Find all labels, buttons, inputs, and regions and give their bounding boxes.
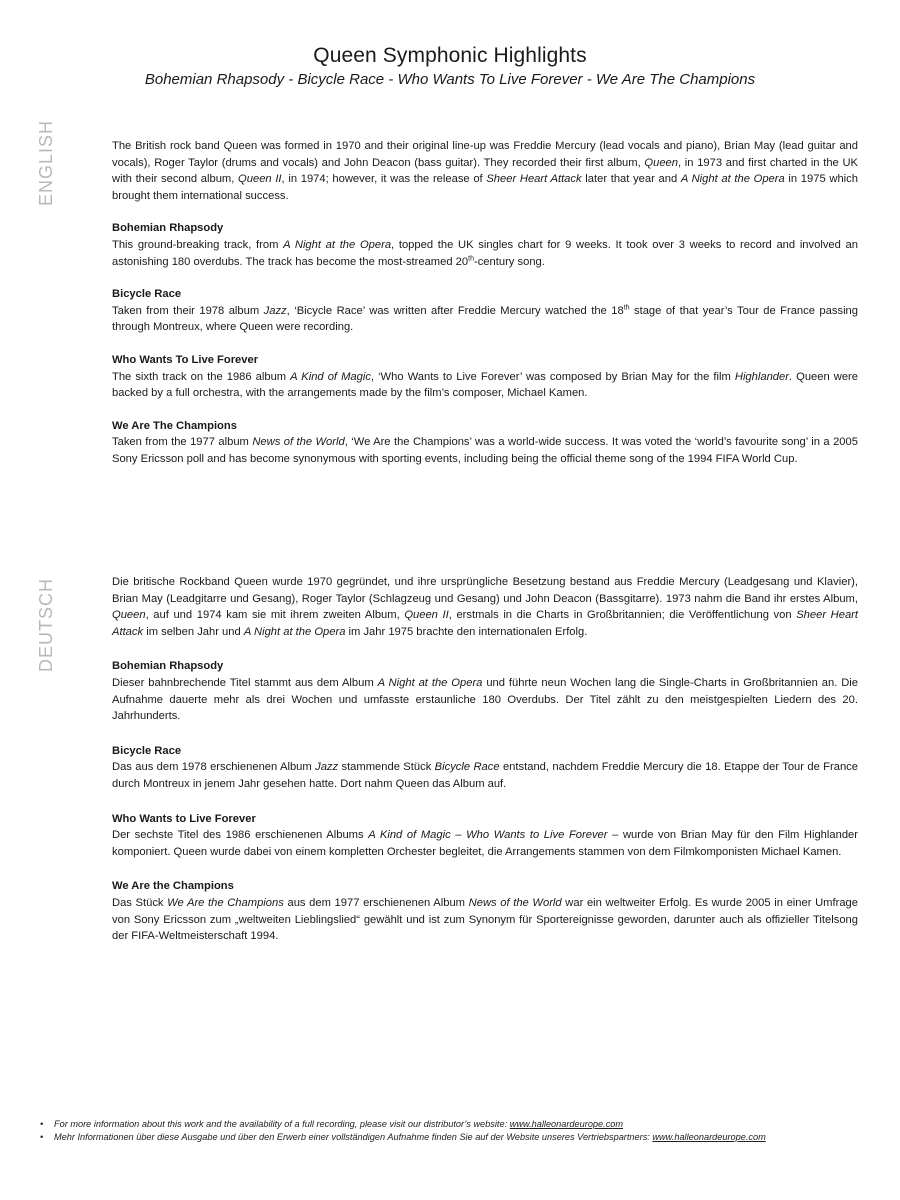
deutsch-heading-forever: Who Wants to Live Forever <box>112 812 256 825</box>
english-text-bicycle: Taken from their 1978 album Jazz, ‘Bicycle Race’ was written after Freddie Mercury watched the 18th stage of that year’s Tour de France passing through Montreux, where Queen were recording. <box>112 304 858 334</box>
english-text-champions: Taken from the 1977 album News of the World, ‘We Are the Champions’ was a world-wide success. It was voted the ‘world’s favourite song’ in a 2005 Sony Ericsson poll and has become synonymous with sporting events, including being the official theme song of the 1994 FIFA World Cup. <box>112 436 858 465</box>
footer-notes <box>40 1118 860 1144</box>
page-title: Queen Symphonic Highlights <box>313 44 587 67</box>
side-label-english: ENGLISH <box>36 119 56 206</box>
english-section <box>112 138 858 484</box>
bullet-icon: • <box>40 1119 44 1129</box>
footer-note-deutsch <box>40 1131 860 1144</box>
english-heading-bohemian: Bohemian Rhapsody <box>112 222 224 235</box>
english-intro: The British rock band Queen was formed in 1970 and their original line-up was Freddie Mercury (lead vocals and piano), Brian May (lead guitar and vocals), Roger Taylor (drums and vocals) and John Deacon (bass guitar). They recorded their first album, Queen, in 1973 and first charted in the UK with their second album, Queen II, in 1974; however, it was the release of Sheer Heart Attack later that year and A Night at the Opera in 1975 which brought them international success. <box>112 140 858 202</box>
english-heading-bicycle: Bicycle Race <box>112 288 182 301</box>
english-text-forever: The sixth track on the 1986 album A Kind of Magic, ‘Who Wants to Live Forever’ was composed by Brian May for the film Highlander. Queen were backed by a full orchestra, with the arrangements made by the film’s composer, Michael Kamen. <box>112 370 858 400</box>
deutsch-heading-bicycle: Bicycle Race <box>112 744 182 757</box>
distributor-link-english[interactable]: www.halleonardeurope.com <box>509 1119 624 1129</box>
deutsch-heading-champions: We Are the Champions <box>112 880 234 893</box>
deutsch-intro: Die britische Rockband Queen wurde 1970 gegründet, und ihre ursprüngliche Besetzung bestand aus Freddie Mercury (Leadgesang und Klavier), Brian May (Leadgitarre und Gesang), Roger Taylor (Schlagzeug und Gesang) und John Deacon (Bassgitarre). 1973 nahm die Band ihr erstes Album, Queen, auf und 1974 kam sie mit ihrem zweiten Album, Queen II, erstmals in die Charts in Großbritannien; die Veröffentlichung von Sheer Heart Attack im selben Jahr und A Night at the Opera im Jahr 1975 brachte den internationalen Erfolg. <box>112 576 859 638</box>
side-label-deutsch: DEUTSCH <box>36 577 56 672</box>
deutsch-text-forever: Der sechste Titel des 1986 erschienenen Albums A Kind of Magic – Who Wants to Live Forever – wurde von Brian May für den Film Highlander komponiert. Queen wurde dabei von einem kompletten Orchester begleitet, die Arrangements stammen von dem Filmkomponisten Michael Kamen. <box>112 829 858 858</box>
bullet-icon: • <box>40 1131 44 1142</box>
english-text-bohemian: This ground-breaking track, from A Night at the Opera, topped the UK singles chart for 9 weeks. It took over 3 weeks to record and involved an astonishing 180 overdubs. The track has become the most-streamed 20th-century song. <box>112 238 858 268</box>
footer-note-english-text: For more information about this work and the availability of a full recording, please visit our distributor’s website: <box>54 1119 510 1129</box>
deutsch-text-bicycle: Das aus dem 1978 erschienenen Album Jazz stammende Stück Bicycle Race entstand, nachdem Freddie Mercury die 18. Etappe der Tour de France durch Montreux in jenem Jahr gesehen hatte. Dort nahm Queen das Album auf. <box>112 761 858 790</box>
page-subtitle: Bohemian Rhapsody - Bicycle Race - Who Wants To Live Forever - We Are The Champions <box>144 71 756 88</box>
deutsch-text-champions: Das Stück We Are the Champions aus dem 1977 erschienenen Album News of the World war ein weltweiter Erfolg. Es wurde 2005 in einer Umfrage von Sony Ericsson zum „weltweiten Lieblingslied“ gewählt und ist zum Synonym für Sportereignisse geworden, darunter auch als offizieller Titelsong der FIFA-Weltmeisterschaft 1994. <box>112 896 858 943</box>
distributor-link-deutsch[interactable]: www.halleonardeurope.com <box>652 1131 766 1142</box>
english-heading-forever: Who Wants To Live Forever <box>112 353 259 366</box>
footer-note-deutsch-text: Mehr Informationen über diese Ausgabe und über den Erwerb einer vollständigen Aufnahme finden Sie auf der Website unseres Vertriebspartners: <box>54 1131 653 1142</box>
page-header <box>0 44 900 88</box>
english-heading-champions: We Are The Champions <box>112 419 237 432</box>
deutsch-text-bohemian: Dieser bahnbrechende Titel stammt aus dem Album A Night at the Opera und führte neun Wochen lang die Single-Charts in Großbritannien an. Die Aufnahme dauerte mehr als drei Wochen und umfasste erstaunliche 180 Overdubs. Der Titel zählt zu den meistgespielten Liedern des 20. Jahrhunderts. <box>112 676 859 723</box>
deutsch-section <box>112 574 858 963</box>
deutsch-heading-bohemian: Bohemian Rhapsody <box>112 660 224 673</box>
footer-note-english <box>40 1118 860 1131</box>
